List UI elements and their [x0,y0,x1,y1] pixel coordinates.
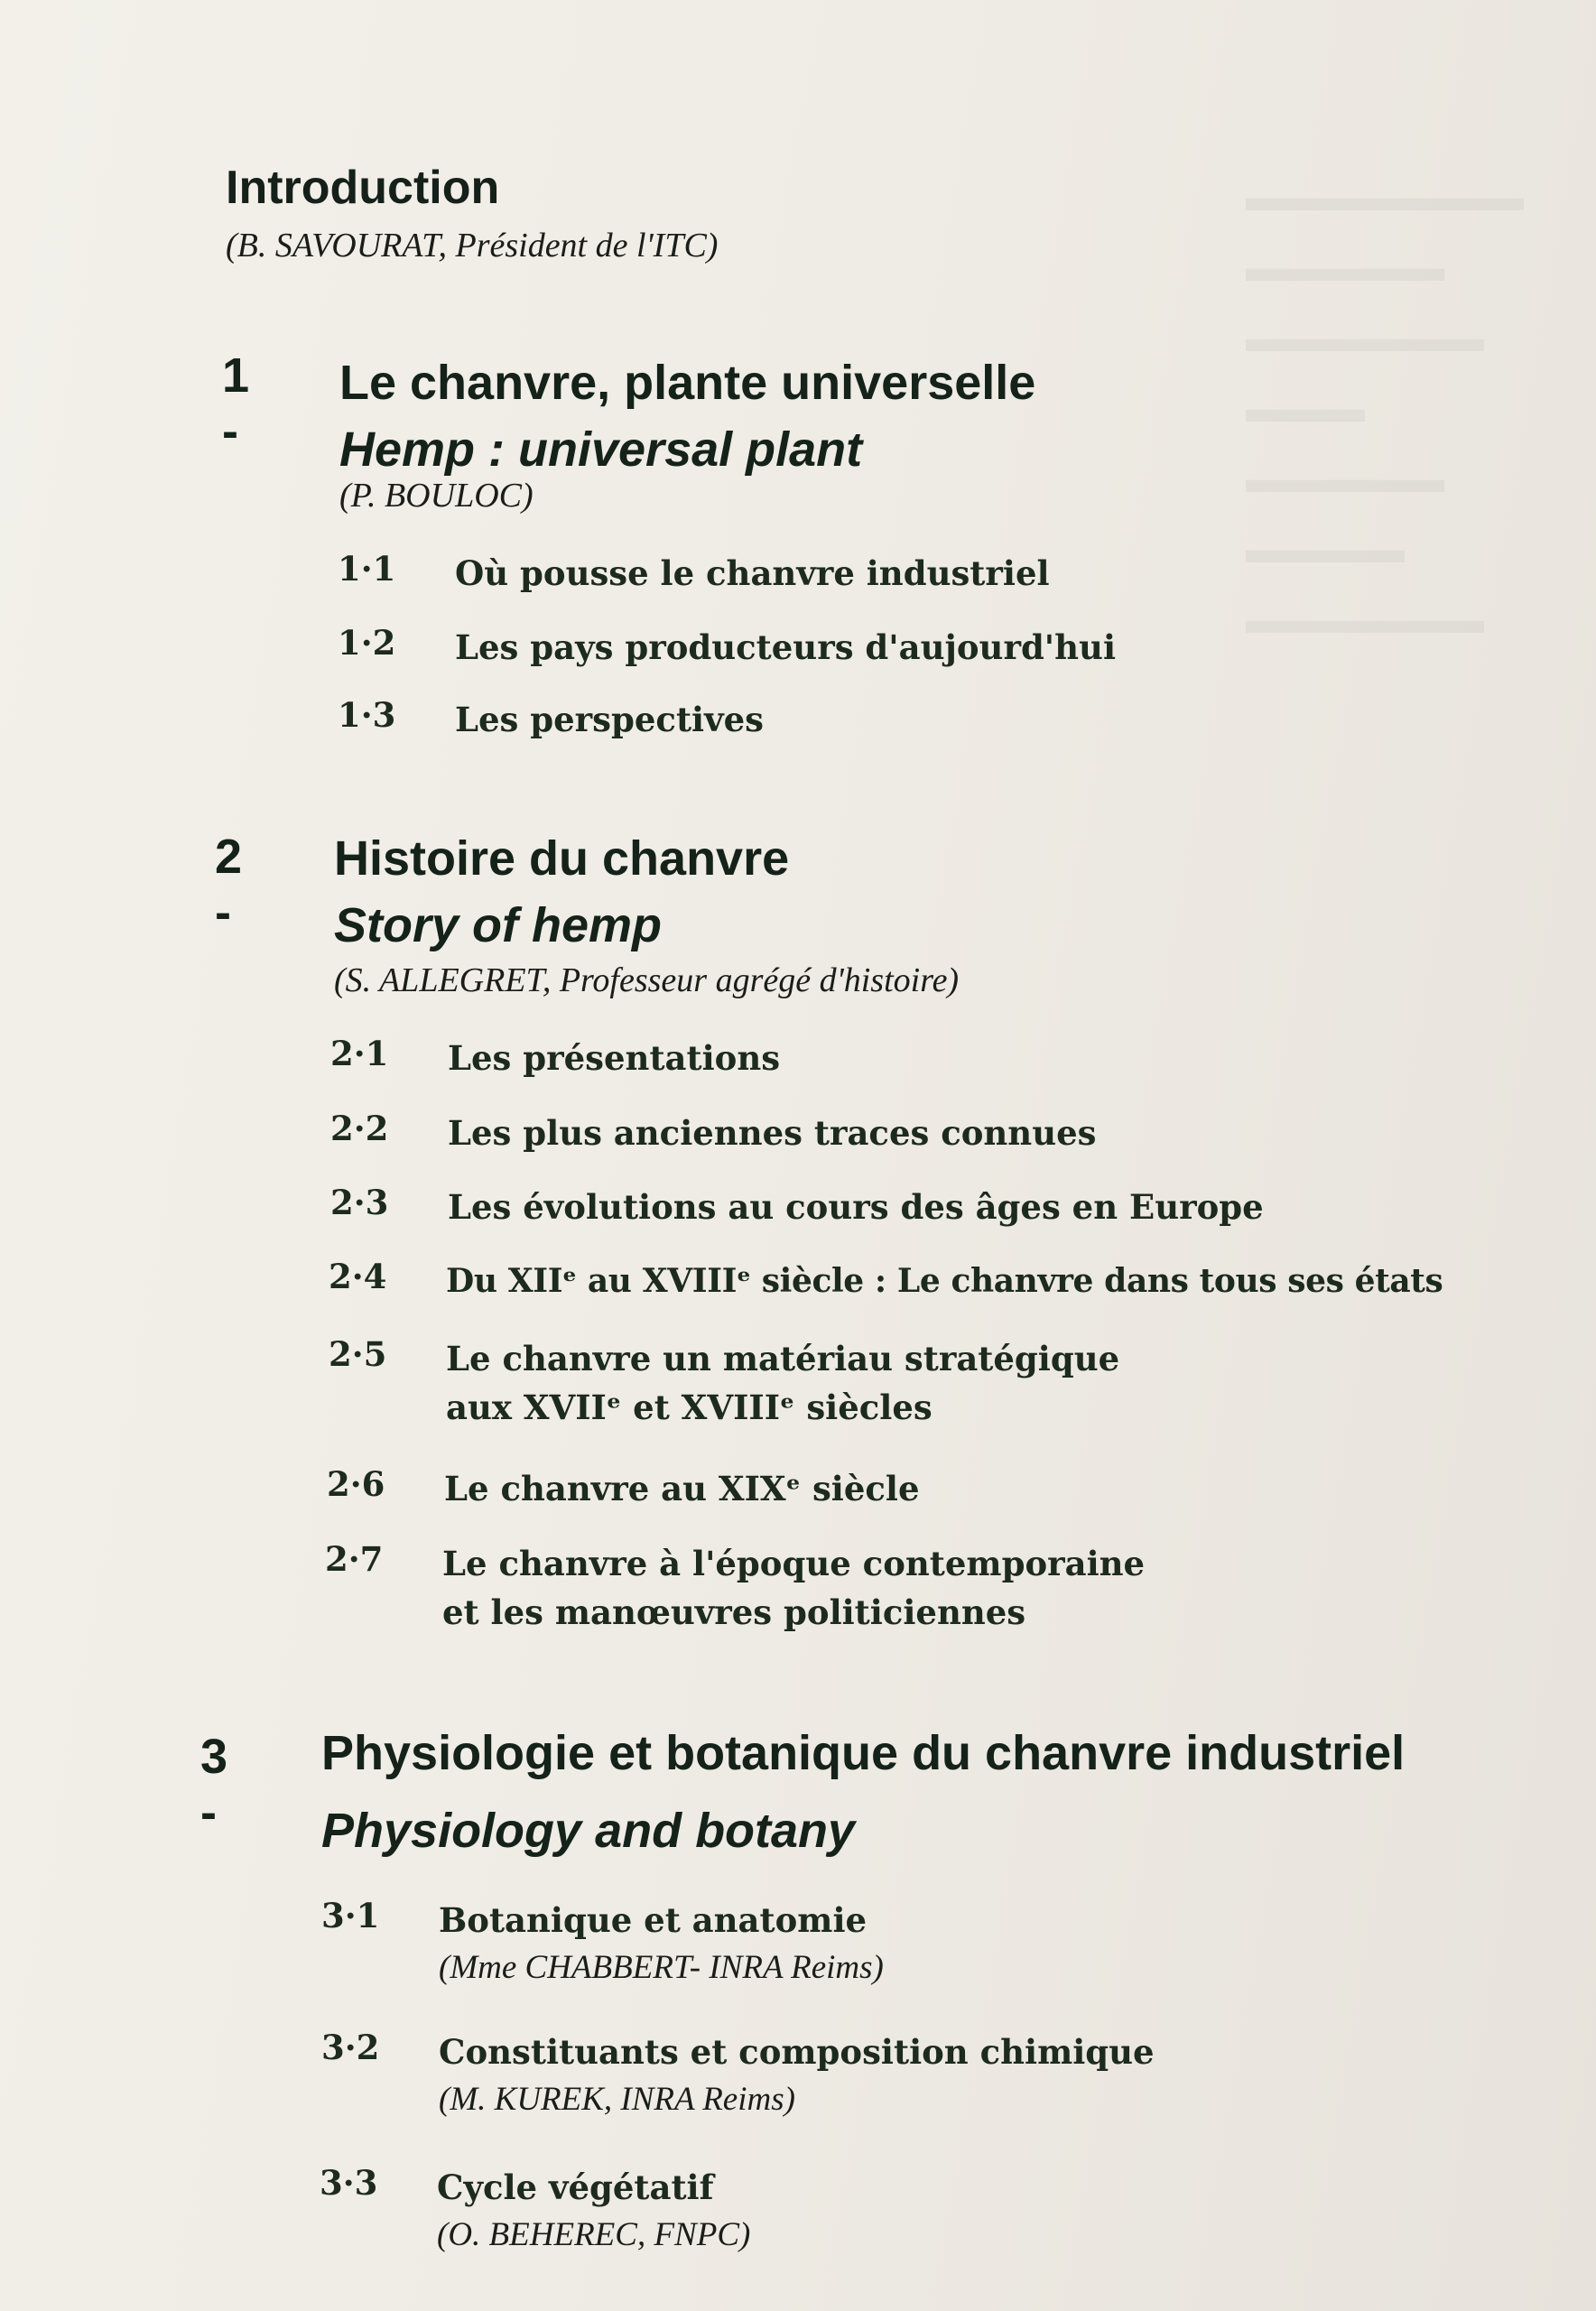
item-author: (M. KUREK, INRA Reims) [439,2081,795,2118]
item-label: Cycle végétatif [437,2167,714,2207]
intro-title: Introduction [226,162,500,214]
item-number: 2·2 [330,1109,389,1148]
intro-author: (B. SAVOURAT, Président de l'ITC) [226,227,719,265]
section-title-en: Physiology and botany [321,1804,856,1858]
item-number: 3·2 [321,2028,380,2067]
item-label: Botanique et anatomie [439,1900,868,1940]
item-number: 2·5 [329,1334,387,1374]
item-label: Le chanvre à l'époque contemporaine et les manœuvres politiciennes [442,1544,1146,1632]
section-author: (P. BOULOC) [339,477,534,515]
item-number: 1·2 [338,623,396,663]
item-number: 2·3 [330,1183,389,1222]
section-title-fr: Physiologie et botanique du chanvre industriel [321,1726,1406,1780]
item-label: Les présentations [448,1038,781,1078]
item-label: Où pousse le chanvre industriel [455,553,1050,593]
bleed-through-shading [1246,162,1571,655]
section-author: (S. ALLEGRET, Professeur agrégé d'histoire) [334,961,960,999]
item-number: 1·1 [338,549,396,589]
section-title-en: Story of hemp [334,898,663,952]
item-label: Les plus anciennes traces connues [448,1113,1097,1153]
item-label: Les perspectives [455,700,764,739]
section-number: 1 - [222,348,250,459]
item-number: 2·6 [327,1464,385,1504]
item-label: Le chanvre un matériau stratégique aux XVIIᵉ et XVIIIᵉ siècles [446,1339,1120,1427]
item-author: (Mme CHABBERT- INRA Reims) [439,1949,884,1986]
item-number: 1·3 [338,695,396,735]
section-title-fr: Le chanvre, plante universelle [339,356,1036,410]
item-label: Les évolutions au cours des âges en Europe [448,1187,1264,1227]
item-number: 2·4 [329,1257,387,1296]
item-number: 3·1 [321,1896,380,1935]
item-label: Constituants et composition chimique [439,2032,1155,2072]
section-title-en: Hemp : universal plant [339,422,863,477]
item-number: 2·7 [325,1539,384,1579]
section-number: 3 - [200,1730,228,1840]
item-label: Du XIIᵉ au XVIIIᵉ siècle : Le chanvre dans tous ses états [446,1262,1443,1300]
section-number: 2 - [215,830,243,940]
section-title-fr: Histoire du chanvre [334,831,790,886]
item-label: Les pays producteurs d'aujourd'hui [455,627,1116,667]
item-author: (O. BEHEREC, FNPC) [437,2216,751,2253]
item-number: 2·1 [330,1034,389,1073]
item-label: Le chanvre au XIXᵉ siècle [444,1469,920,1508]
item-number: 3·3 [320,2163,378,2203]
